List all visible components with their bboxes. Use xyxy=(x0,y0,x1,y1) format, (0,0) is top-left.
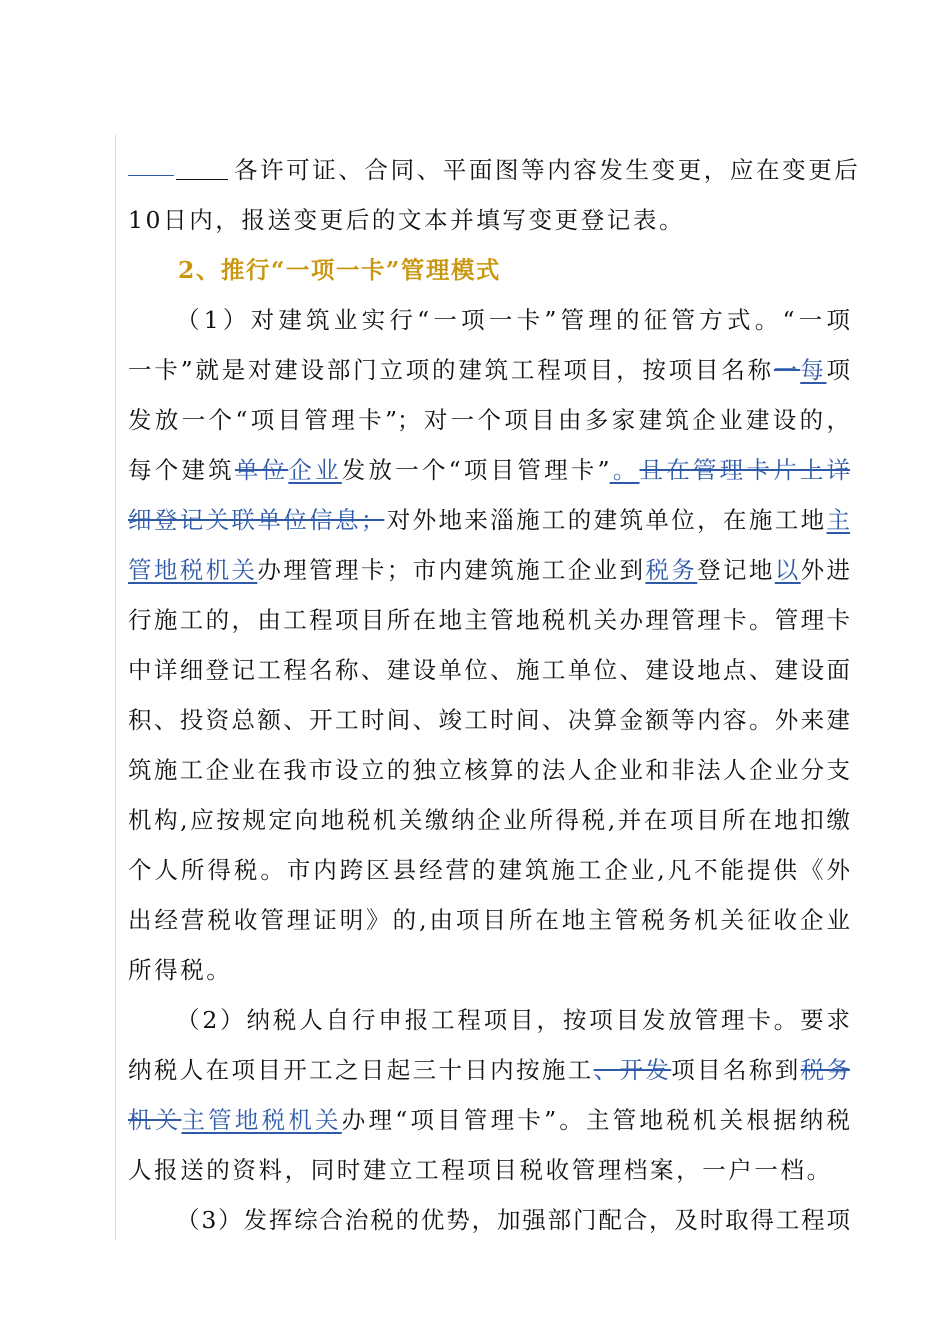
blank-underline xyxy=(176,155,228,180)
margin-rule xyxy=(115,135,116,1240)
text-run: 每个建筑 xyxy=(128,456,235,484)
deleted-dash-mark xyxy=(128,159,174,176)
inserted-text: 以 xyxy=(774,556,801,584)
deleted-text: 税务 xyxy=(800,1056,851,1084)
text-run: 各许可证、合同、平面图等内容发生变更，应在变更后 xyxy=(234,156,861,184)
text-run: 纳税人在项目开工之日起三十日内按施工 xyxy=(128,1056,594,1084)
deleted-text: 且在管理卡片上详 xyxy=(639,456,851,484)
text-run: 办理管理卡；市内建筑施工企业到 xyxy=(257,556,646,584)
paragraph-2-line-3 xyxy=(128,1100,850,1140)
paragraph-3-line-1: （3）发挥综合治税的优势，加强部门配合，及时取得工程项 xyxy=(176,1206,850,1234)
paragraph-1-line-6 xyxy=(128,550,850,590)
inserted-text: 主 xyxy=(826,506,851,534)
paragraph-1-line-2 xyxy=(128,350,850,390)
paragraph-2-line-4: 人报送的资料，同时建立工程项目税收管理档案，一户一档。 xyxy=(128,1156,833,1184)
text-run: 对外地来淄施工的建筑单位，在施工地 xyxy=(384,506,827,534)
continuation-line-1 xyxy=(128,150,860,190)
inserted-text: 管地税机关 xyxy=(128,556,258,584)
inserted-text: 每 xyxy=(800,356,827,384)
paragraph-1-line-7: 行施工的，由工程项目所在地主管地税机关办理管理卡。管理卡 xyxy=(128,606,850,634)
paragraph-1-line-12: 个人所得税。市内跨区县经营的建筑施工企业,凡不能提供《外 xyxy=(128,856,850,884)
paragraph-2-line-1: （2）纳税人自行申报工程项目，按项目发放管理卡。要求 xyxy=(176,1006,850,1034)
text-run: 外进 xyxy=(800,556,851,584)
deleted-text: 、开发 xyxy=(593,1056,672,1084)
paragraph-1-line-1: （1）对建筑业实行“一项一卡”管理的征管方式。“一项 xyxy=(176,306,850,334)
text-run: 项 xyxy=(826,356,850,384)
paragraph-1-line-11: 机构,应按规定向地税机关缴纳企业所得税,并在项目所在地扣缴 xyxy=(128,806,850,834)
deleted-text: 机关 xyxy=(128,1106,182,1134)
section-heading: 2、推行“一项一卡”管理模式 xyxy=(178,256,501,284)
text-run: 发放一个“项目管理卡” xyxy=(341,456,610,484)
paragraph-1-line-9: 积、投资总额、开工时间、竣工时间、决算金额等内容。外来建 xyxy=(128,706,850,734)
inserted-text: 主管地税机关 xyxy=(181,1106,342,1134)
paragraph-1-line-8: 中详细登记工程名称、建设单位、施工单位、建设地点、建设面 xyxy=(128,656,850,684)
text-run: 办理“项目管理卡”。主管地税机关根据纳税 xyxy=(341,1106,851,1134)
paragraph-1-line-14: 所得税。 xyxy=(128,956,233,984)
inserted-text: 企业 xyxy=(288,456,342,484)
inserted-text: 。 xyxy=(609,456,640,484)
paragraph-1-line-4 xyxy=(128,450,850,490)
text-run: 项目名称到 xyxy=(671,1056,801,1084)
paragraph-1-line-13: 出经营税收管理证明》的,由项目所在地主管税务机关征收企业 xyxy=(128,906,850,934)
text-run: 一卡”就是对建设部门立项的建筑工程项目，按项目名称 xyxy=(128,356,774,384)
continuation-line-2 xyxy=(128,200,685,240)
paragraph-1-line-5 xyxy=(128,500,850,540)
deleted-text: 单位 xyxy=(234,456,289,484)
paragraph-1-line-3: 发放一个“项目管理卡”；对一个项目由多家建筑企业建设的， xyxy=(128,406,850,434)
deleted-text: 细登记关联单位信息； xyxy=(128,506,385,534)
paragraph-2-line-2 xyxy=(128,1050,850,1090)
text-run: 10日内，报送变更后的文本并填写变更登记表。 xyxy=(128,206,686,234)
inserted-text: 税务 xyxy=(645,556,698,584)
deleted-text: 一 xyxy=(773,356,801,384)
paragraph-1-line-10: 筑施工企业在我市设立的独立核算的法人企业和非法人企业分支 xyxy=(128,756,850,784)
text-run: 登记地 xyxy=(697,556,775,584)
